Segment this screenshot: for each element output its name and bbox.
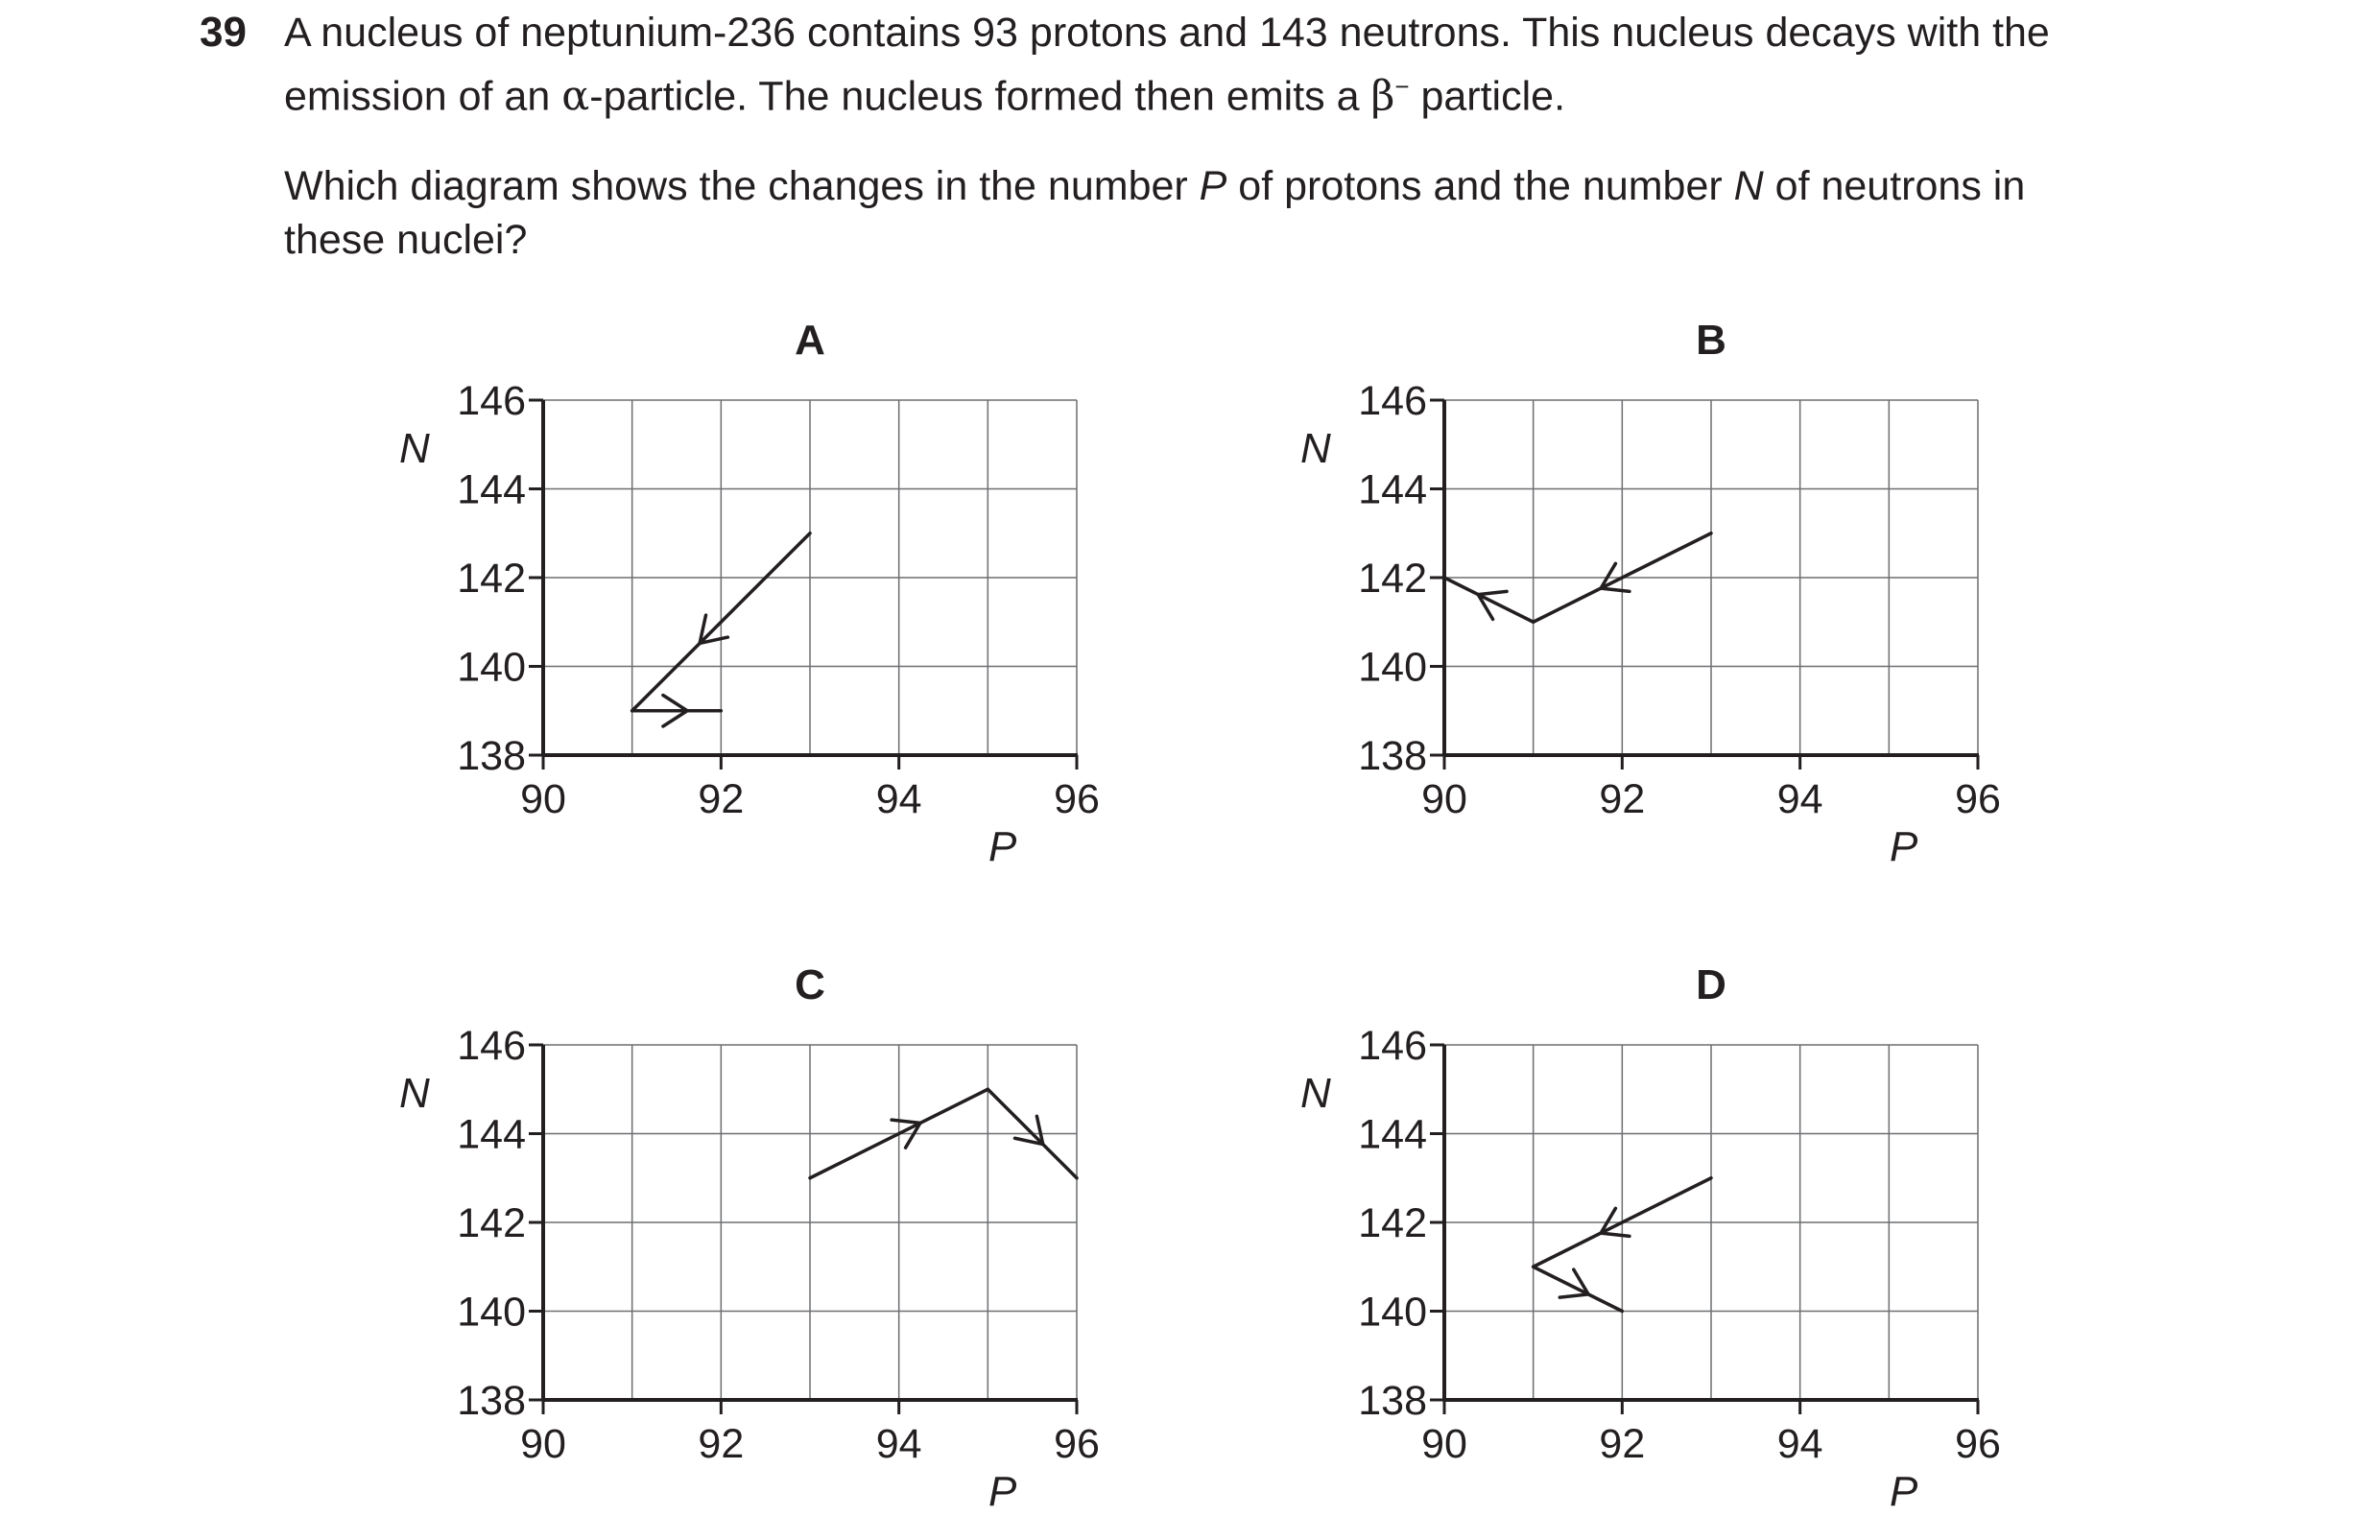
x-tick-label: 90 (1421, 1421, 1467, 1467)
diagram-label: A (795, 317, 825, 364)
x-tick-label: 96 (1955, 776, 2001, 822)
x-tick-label: 94 (1776, 1421, 1823, 1467)
diagram-label: D (1696, 961, 1726, 1008)
y-tick-label: 140 (457, 1289, 526, 1336)
diagram-d (1300, 961, 2001, 1515)
x-axis-label: P (988, 823, 1017, 870)
y-tick-label: 140 (1358, 644, 1427, 691)
x-tick-label: 96 (1054, 1421, 1100, 1467)
diagram-c (399, 961, 1100, 1515)
y-tick-label: 144 (1358, 1111, 1427, 1158)
y-tick-label: 142 (457, 1200, 526, 1246)
x-tick-label: 92 (698, 1421, 745, 1467)
x-tick-label: 92 (1599, 776, 1646, 822)
prompt-line-2: these nuclei? (284, 217, 528, 263)
y-tick-label: 146 (457, 1023, 526, 1069)
y-tick-label: 144 (457, 1111, 526, 1158)
x-tick-label: 96 (1054, 776, 1100, 822)
y-tick-label: 138 (457, 1378, 526, 1424)
y-tick-label: 138 (1358, 733, 1427, 779)
y-tick-label: 146 (1358, 378, 1427, 424)
x-axis-label: P (1890, 1468, 1918, 1515)
y-tick-label: 146 (457, 378, 526, 424)
diagram-label: B (1696, 317, 1726, 364)
symbol-P: P (1199, 163, 1227, 209)
x-axis-label: P (988, 1468, 1017, 1515)
prompt-text: Which diagram shows the changes in the number (284, 163, 1200, 209)
y-tick-label: 140 (457, 644, 526, 691)
stem-line-1: A nucleus of neptunium-236 contains 93 protons and 143 neutrons. This nucleus decays with the (284, 10, 2050, 56)
beta-symbol: β (1370, 72, 1395, 121)
alpha-symbol: α (561, 72, 590, 121)
diagram-a (399, 317, 1100, 870)
stem-text: emission of an (284, 73, 562, 120)
x-tick-label: 96 (1955, 1421, 2001, 1467)
y-tick-label: 142 (457, 556, 526, 602)
x-tick-label: 94 (875, 776, 922, 822)
y-axis-label: N (1300, 1070, 1331, 1117)
x-axis-label: P (1890, 823, 1918, 870)
diagram-b (1300, 317, 2001, 870)
x-tick-label: 90 (520, 776, 566, 822)
question-number: 39 (200, 9, 247, 56)
symbol-N: N (1733, 163, 1764, 209)
x-tick-label: 94 (875, 1421, 922, 1467)
y-tick-label: 146 (1358, 1023, 1427, 1069)
y-axis-label: N (399, 1070, 430, 1117)
diagram-label: C (795, 961, 825, 1008)
y-tick-label: 142 (1358, 1200, 1427, 1246)
prompt-text: of neutrons in (1763, 163, 2026, 209)
stem-text: -particle. The nucleus formed then emits a (589, 73, 1371, 120)
x-tick-label: 92 (698, 776, 745, 822)
x-tick-label: 90 (1421, 776, 1467, 822)
prompt-text: of protons and the number (1226, 163, 1734, 209)
beta-minus-sign: − (1394, 72, 1410, 101)
stem-text: particle. (1409, 73, 1566, 120)
y-tick-label: 138 (457, 733, 526, 779)
x-tick-label: 90 (520, 1421, 566, 1467)
y-tick-label: 144 (457, 466, 526, 513)
y-axis-label: N (399, 425, 430, 472)
x-tick-label: 92 (1599, 1421, 1646, 1467)
y-tick-label: 140 (1358, 1289, 1427, 1336)
y-tick-label: 144 (1358, 466, 1427, 513)
y-tick-label: 138 (1358, 1378, 1427, 1424)
y-axis-label: N (1300, 425, 1331, 472)
x-tick-label: 94 (1776, 776, 1823, 822)
y-tick-label: 142 (1358, 556, 1427, 602)
